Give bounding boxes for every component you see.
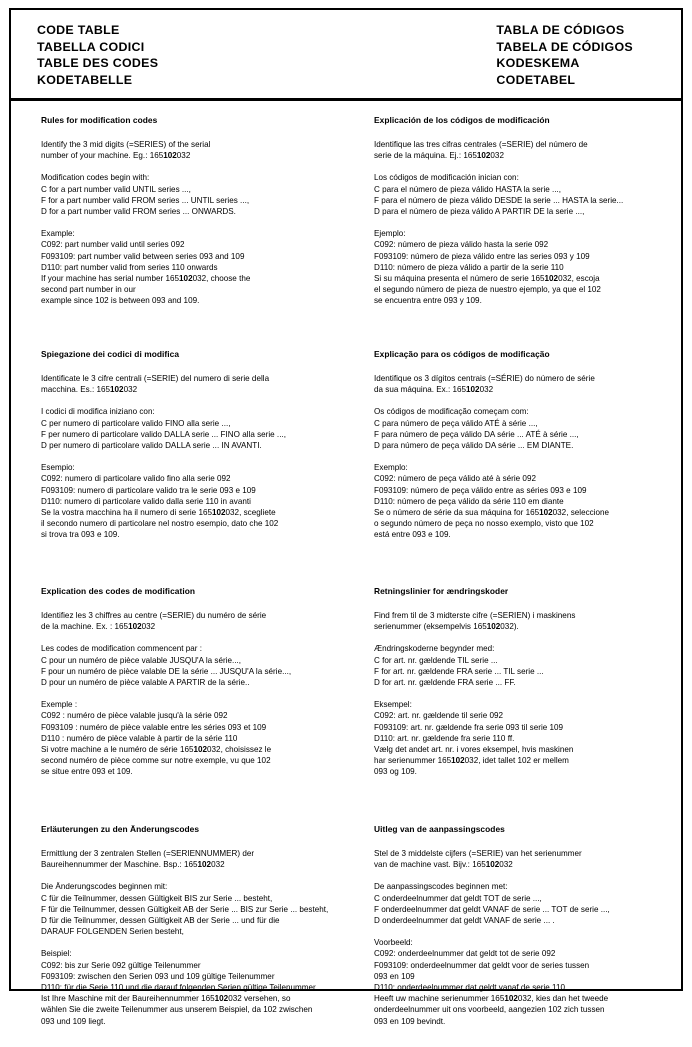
block-french-example: Exemple : C092 : numéro de pièce valable jusqu'à la série 092 F093109 : numéro de pièce valable entre les séries 093 et 109 D110 : numéro de pièce valable à partir de la série 110 Si votre machine a le numéro de série 165102032, choisissez le second numéro de pièce comme sur notre exemple, vu que 102 se situe entre 093 et 109.	[41, 700, 272, 777]
block-german-intro: Ermittlung der 3 zentralen Stellen (=SERIENNUMMER) der Baureihennummer der Maschine. Bsp.: 165102032	[41, 849, 255, 870]
header-title-it: TABELLA CODICI	[37, 39, 145, 54]
block-english-heading: Rules for modification codes	[41, 115, 158, 125]
block-german	[41, 824, 340, 1027]
header-title-nl: CODETABEL	[496, 72, 576, 87]
block-english-intro: Identify the 3 mid digits (=SERIES) of the serial number of your machine. Eg.: 165102032	[41, 140, 211, 161]
block-english	[41, 115, 340, 329]
block-danish	[374, 586, 671, 804]
block-danish-example: Eksempel: C092: art. nr. gældende til serie 092 F093109: art. nr. gældende fra serie 093 til serie 109 D110: art. nr. gældende fra serie 110 ff. Vælg det andet art. nr. i vores eksempel, hvis maskinen har serienummer 165102032, idet tallet 102 er mellem 093 og 109.	[374, 700, 574, 777]
block-portuguese-heading: Explicação para os códigos de modificação	[374, 349, 550, 359]
header-titles-right	[496, 22, 655, 88]
block-italian-heading: Spiegazione dei codici di modifica	[41, 349, 180, 359]
block-danish-intro: Find frem til de 3 midterste cifre (=SERIEN) i maskinens serienummer (eksempelvis 165102032).	[374, 611, 576, 632]
code-table-frame	[9, 8, 683, 1026]
block-italian-codes: I codici di modifica iniziano con: C per numero di particolare valido FINO alla serie ..., F per numero di particolare valido DALLA serie ... FINO alla serie ..., D per numero di particolare valido DALLA serie ... IN AVANTI.	[41, 407, 286, 451]
block-french-codes: Les codes de modification commencent par : C pour un numéro de pièce valable JUSQU'A la série..., F pour un numéro de pièce valable DE la série ... JUSQU'A la série..., D pour un numéro de pièce valable A PARTIR de la série..	[41, 644, 292, 688]
content-column-right	[346, 115, 681, 1047]
document-header	[11, 10, 681, 101]
content-column-left	[11, 115, 346, 1047]
block-english-example: Example: C092: part number valid until series 092 F093109: part number valid between series 093 and 109 D110: part number valid from series 110 onwards If your machine has serial number 165102032, choose the second part number in our example since 102 is between 093 and 109.	[41, 229, 251, 306]
document-content	[11, 101, 681, 1047]
header-title-da: KODESKEMA	[496, 56, 580, 70]
block-dutch-intro: Stel de 3 middelste cijfers (=SERIE) van het serienummer van de machine vast. Bijv.: 165102032	[374, 849, 582, 870]
block-portuguese-intro: Identifique os 3 dígitos centrais (=SÉRIE) do número de série da sua máquina. Ex.: 165102032	[374, 374, 595, 395]
block-dutch-codes: De aanpassingscodes beginnen met: C onderdeelnummer dat geldt TOT de serie ..., F onderdeelnummer dat geldt VANAF de serie ... TOT de serie ..., D onderdeelnummer dat geldt VANAF de serie ... .	[374, 882, 610, 926]
block-italian-example: Esempio: C092: numero di particolare valido fino alla serie 092 F093109: numero di particolare valido tra le serie 093 e 109 D110: numero di particolare valido dalla serie 110 in avanti Se la vostra macchina ha il numero di serie 165102032, scegliete il secondo numero di particolare nel nostro esempio, dato che 102 si trova tra 093 e 109.	[41, 463, 279, 540]
block-danish-heading: Retningslinier for ændringskoder	[374, 586, 509, 596]
block-spanish-example: Ejemplo: C092: número de pieza válido hasta la serie 092 F093109: número de pieza válido entre las series 093 y 109 D110: número de pieza válido a partir de la serie 110 Si su máquina presenta el número de serie 165102032, escoja el segundo número de pieza de nuestro ejemplo, ya que el 102 se encuentra entre 093 y 109.	[374, 229, 601, 306]
header-titles-left	[37, 22, 158, 88]
block-portuguese	[374, 349, 671, 566]
header-title-de: KODETABELLE	[37, 72, 133, 87]
block-spanish-codes: Los códigos de modificación inician con: C para el número de pieza válido HASTA la serie ..., F para el número de pieza válido DESDE la serie ... HASTA la serie... D para el número de pieza válido A PARTIR DE la serie ...,	[374, 173, 624, 217]
block-german-heading: Erläuterungen zu den Änderungscodes	[41, 824, 200, 834]
block-italian	[41, 349, 340, 566]
header-title-es: TABLA DE CÓDIGOS	[496, 23, 625, 37]
block-german-codes: Die Änderungscodes beginnen mit: C für die Teilnummer, dessen Gültigkeit BIS zur Serie ... besteht, F für die Teilnummer, dessen Gültigkeit AB der Serie ... BIS zur Serie ... besteht, D für die Teilnummer, dessen Gültigkeit AB der Serie ... und für die DARAUF FOLGENDEN Serien besteht,	[41, 882, 329, 937]
header-title-fr: TABLE DES CODES	[37, 56, 159, 70]
block-portuguese-example: Exemplo: C092: número de peça válido até à série 092 F093109: número de peça válido entre as séries 093 e 109 D110: número de peça válido da série 110 em diante Se o número de série da sua máquina for 165102032, seleccione o segundo número de peça no nosso exemplo, visto que 102 está entre 093 e 109.	[374, 463, 610, 540]
block-french-heading: Explication des codes de modification	[41, 586, 196, 596]
header-title-en: CODE TABLE	[37, 23, 120, 37]
block-spanish-intro: Identifique las tres cifras centrales (=SERIE) del número de serie de la máquina. Ej.: 165102032	[374, 140, 588, 161]
block-spanish	[374, 115, 671, 329]
block-spanish-heading: Explicación de los códigos de modificación	[374, 115, 550, 125]
header-title-pt: TABELA DE CÓDIGOS	[496, 39, 633, 54]
block-dutch-heading: Uitleg van de aanpassingscodes	[374, 824, 505, 834]
block-french	[41, 586, 340, 804]
block-french-intro: Identifiez les 3 chiffres au centre (=SERIE) du numéro de série de la machine. Ex. : 165102032	[41, 611, 267, 632]
block-italian-intro: Identificate le 3 cifre centrali (=SERIE) del numero di serie della macchina. Es.: 165102032	[41, 374, 270, 395]
block-portuguese-codes: Os códigos de modificação começam com: C para número de peça válido ATÉ à série ..., F para número de peça válido DA série ... ATÉ à série ..., D para número de peça válido DA série ... EM DIANTE.	[374, 407, 579, 451]
block-german-example: Beispiel: C092: bis zur Serie 092 gültige Teilenummer F093109: zwischen den Serien 093 und 109 gültige Teilenummer D110: für die Serie 110 und die darauf folgenden Serien gültige Teilenummer Ist Ihre Maschine mit der Baureihennummer 165102032 versehen, so wählen Sie die zweite Teilenummer aus unserem Beispiel, da 102 zwischen 093 und 109 liegt.	[41, 949, 316, 1026]
block-danish-codes: Ændringskoderne begynder med: C for art. nr. gældende TIL serie ... F for art. nr. gældende FRA serie ... TIL serie ... D for art. nr. gældende FRA serie ... FF.	[374, 644, 544, 688]
block-dutch	[374, 824, 671, 1027]
block-english-codes: Modification codes begin with: C for a part number valid UNTIL series ..., F for a part number valid FROM series ... UNTIL series ..., D for a part number valid FROM series ... ONWARDS.	[41, 173, 250, 217]
block-dutch-example: Voorbeeld: C092: onderdeelnummer dat geldt tot de serie 092 F093109: onderdeelnummer dat geldt voor de series tussen 093 en 109 D110: onderdeelnummer dat geldt vanaf de serie 110 Heeft uw machine serienummer 165102032, kies dan het tweede onderdeelnummer uit ons voorbeeld, aangezien 102 zich tussen 093 en 109 bevindt.	[374, 938, 609, 1026]
